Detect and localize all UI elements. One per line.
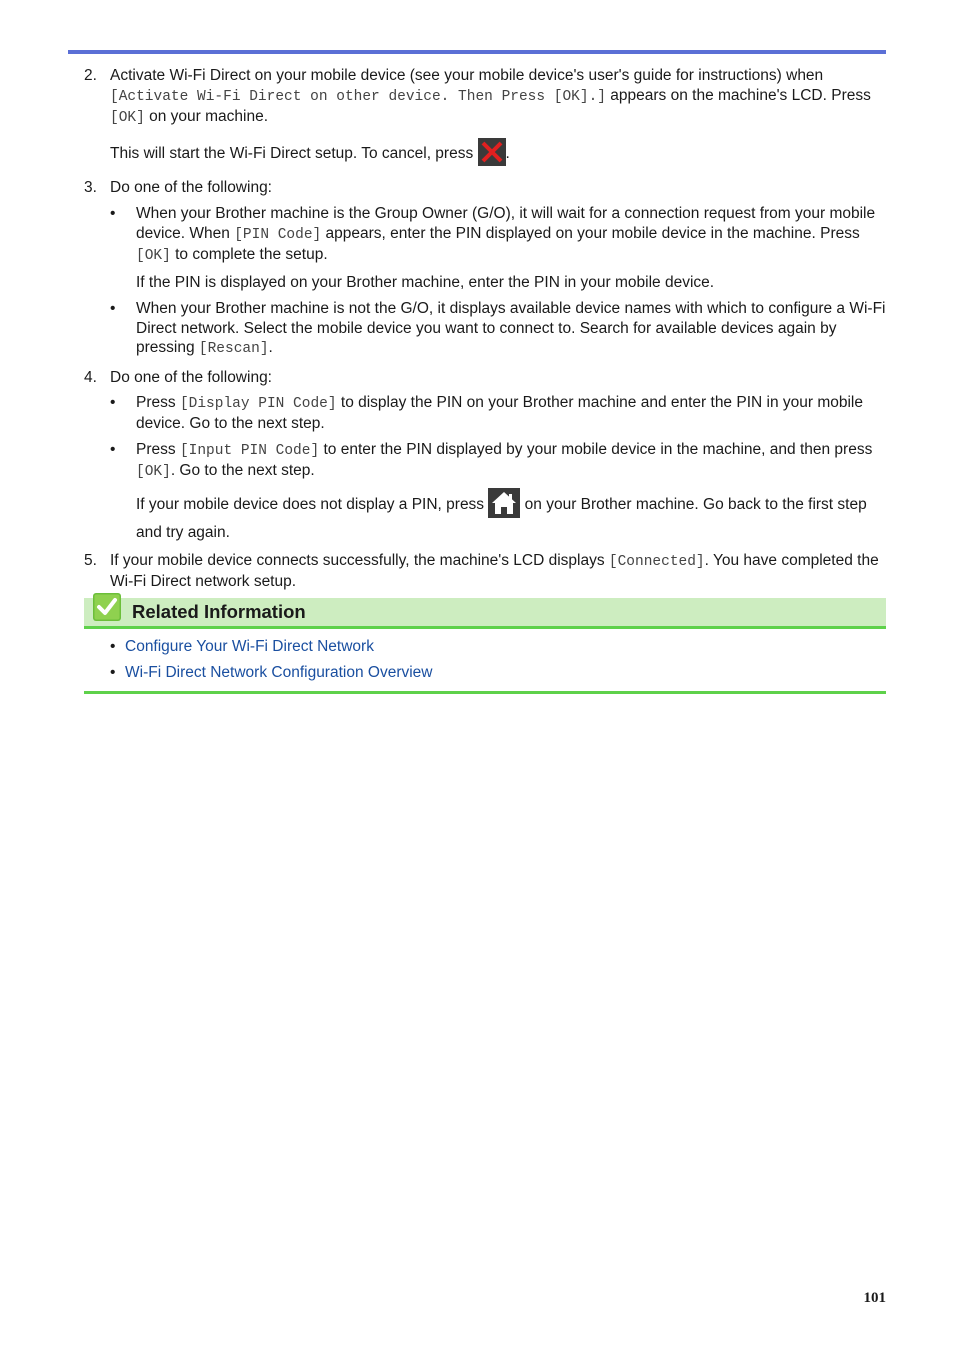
step-3-intro: Do one of the following: [110,179,272,196]
bullet: • [110,664,116,681]
step-number: 2. [84,67,97,84]
step-3-option-2: • When your Brother machine is not the G/O, it displays available device names with which to configure a Wi-Fi Direct network. Select the mobile device you want to connect to. Search for available devices again by pressing [Rescan]. [110,300,886,357]
step-2-text: Activate Wi-Fi Direct on your mobile device (see your mobile device's user's guide for instructions) when [Activate Wi-Fi Direct on other device. Then Press [OK].] appears on the machine's LCD. Press [OK] on your machine. [110,67,871,126]
bullet: • [110,205,116,222]
document-body [84,66,886,592]
step-number: 4. [84,368,97,386]
ok-key: [OK] [136,463,171,480]
step-4-option-1: • Press [Display PIN Code] to display the PIN on your Brother machine and enter the PIN in your mobile device. Go to the next step. [110,393,863,432]
cancel-x-icon [478,138,506,166]
connected-message: [Connected] [608,553,705,570]
related-links [84,634,886,686]
home-icon [488,488,520,518]
step-3-option-1: • When your Brother machine is the Group Owner (G/O), it will wait for a connection request from your mobile device. When [PIN Code] appears, enter the PIN displayed on your mobile device in the machine. Press [OK] to complete the setup. If the PIN is displayed on your Brother machine, enter the PIN in your mobile device. [110,204,886,293]
bullet: • [110,300,116,317]
step-3 [84,178,886,360]
link-wifi-direct-overview[interactable]: Wi-Fi Direct Network Configuration Overview [125,664,433,681]
related-information [84,598,886,686]
step-number: 3. [84,179,97,196]
step-2-note: This will start the Wi-Fi Direct setup. To cancel, press . [110,140,886,168]
related-link-item [84,660,886,686]
page-number: 101 [863,1290,886,1306]
link-configure-wifi-direct[interactable]: Configure Your Wi-Fi Direct Network [125,638,374,655]
rescan-key: [Rescan] [198,341,269,357]
bullet: • [110,393,116,411]
pin-code-key: [PIN Code] [234,227,322,243]
display-pin-code-key: [Display PIN Code] [179,395,337,412]
related-link-item [84,634,886,660]
related-header [84,598,886,629]
lcd-message: [Activate Wi-Fi Direct on other device. Then Press [OK].] [110,89,606,105]
step-4-note: If your mobile device does not display a PIN, press on your Brother machine. Go back to the first step and try again. [136,490,886,546]
step-5: 5. If your mobile device connects successfully, the machine's LCD displays [Connected]. You have completed the Wi-Fi Direct network setup. [84,551,879,590]
bullet: • [110,440,116,458]
step-3-option-1-note: If the PIN is displayed on your Brother machine, enter the PIN in your mobile device. [136,274,715,291]
step-4-option-2: • Press [Input PIN Code] to enter the PIN displayed by your mobile device in the machine, and then press [OK]. Go to the next step. If your mobile device does not display a PIN, press on your Brother machine. Go back to the first step and try again. [110,440,886,546]
check-icon [93,593,121,621]
related-title: Related Information [132,601,306,622]
ok-key: [OK] [110,110,145,126]
header-rule [68,50,886,54]
step-number: 5. [84,551,97,569]
step-4-intro: Do one of the following: [110,368,272,386]
ok-key: [OK] [136,248,171,264]
related-bottom-rule [84,691,886,694]
bullet: • [110,638,116,655]
input-pin-code-key: [Input PIN Code] [179,442,320,459]
step-2 [84,66,886,168]
step-4 [84,368,886,546]
